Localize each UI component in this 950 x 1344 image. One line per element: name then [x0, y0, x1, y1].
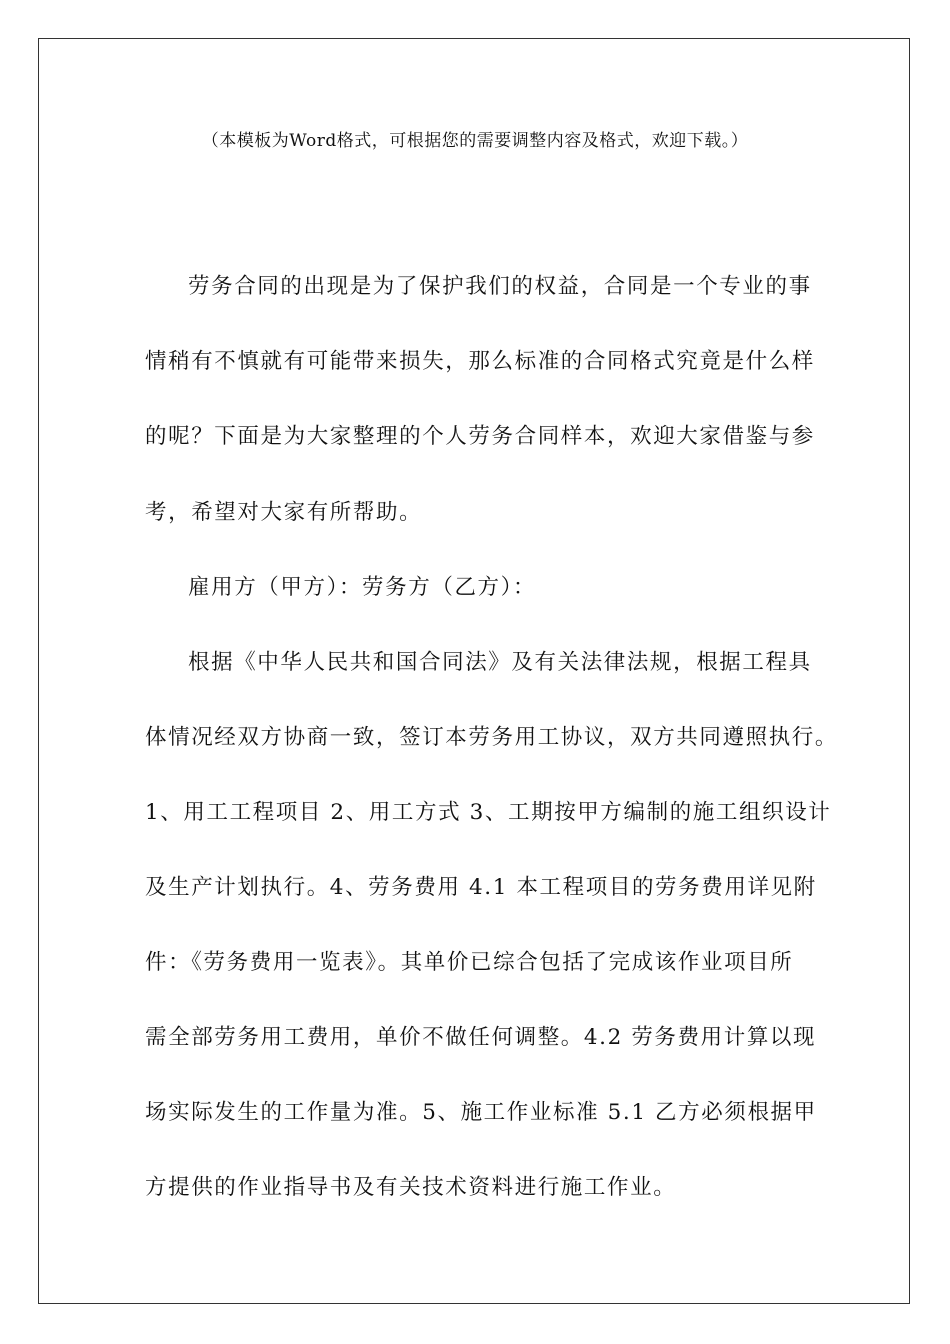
paragraph-line: 劳务合同的出现是为了保护我们的权益，合同是一个专业的事 — [188, 274, 812, 299]
paragraph-line: 方提供的作业指导书及有关技术资料进行施工作业。 — [145, 1175, 677, 1200]
paragraph-line: 考，希望对大家有所帮助。 — [145, 500, 423, 525]
paragraph-line: 需全部劳务用工费用，单价不做任何调整。4.2 劳务费用计算以现 — [145, 1025, 817, 1050]
paragraph-line: 场实际发生的工作量为准。5、施工作业标准 5.1 乙方必须根据甲 — [145, 1100, 817, 1125]
template-notice: （本模板为Word格式，可根据您的需要调整内容及格式，欢迎下载。） — [201, 131, 749, 151]
paragraph-line: 的呢？下面是为大家整理的个人劳务合同样本，欢迎大家借鉴与参 — [145, 424, 815, 449]
paragraph-line: 根据《中华人民共和国合同法》及有关法律法规，根据工程具 — [188, 650, 812, 675]
paragraph-line: 及生产计划执行。4、劳务费用 4.1 本工程项目的劳务费用详见附 — [145, 875, 817, 900]
paragraph-line: 情稍有不慎就有可能带来损失，那么标准的合同格式究竟是什么样 — [145, 349, 815, 374]
paragraph-line: 1、用工工程项目 2、用工方式 3、工期按甲方编制的施工组织设计 — [145, 800, 832, 825]
paragraph-line: 雇用方（甲方）：劳务方（乙方）： — [188, 575, 537, 600]
paragraph-line: 体情况经双方协商一致，签订本劳务用工协议，双方共同遵照执行。 — [145, 725, 839, 750]
paragraph-line: 件：《劳务费用一览表》。其单价已综合包括了完成该作业项目所 — [145, 950, 794, 975]
